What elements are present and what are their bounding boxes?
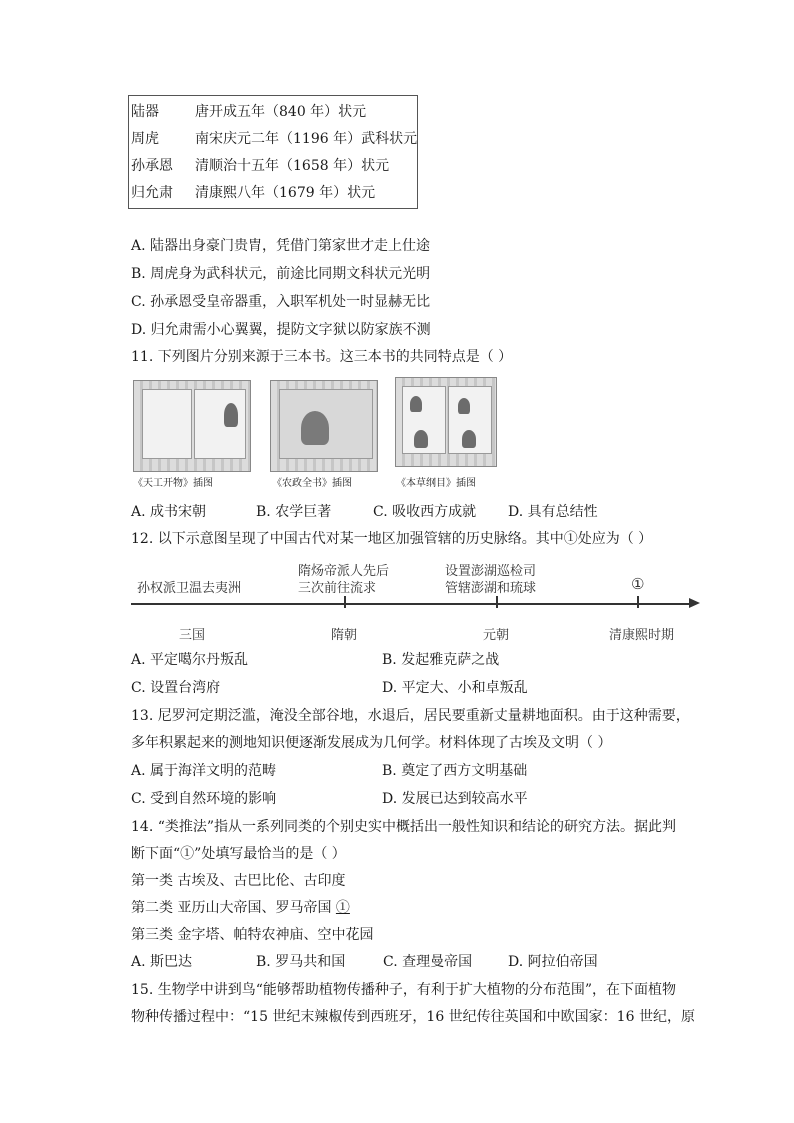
table-row: 归允肃 清康熙八年（1679 年）状元: [131, 185, 376, 201]
q11-option-d: D. 具有总结性: [508, 504, 598, 520]
book-illustration-tiangong: [133, 380, 251, 472]
q10-option-a: A. 陆器出身豪门贵胄，凭借门第家世才走上仕途: [131, 238, 431, 254]
q14-option-a: A. 斯巴达: [131, 954, 193, 970]
timeline-tick: [637, 596, 639, 608]
q11-option-c: C. 吸收西方成就: [373, 504, 477, 520]
q14-stem-line1: 14. “类推法”指从一系列同类的个别史实中概括出一般性知识和结论的研究方法。据此判: [131, 819, 677, 835]
q13-stem-line2: 多年积累起来的测地知识便逐渐发展成为几何学。材料体现了古埃及文明（ ）: [131, 735, 612, 751]
timeline-event-blank: ①: [631, 575, 645, 593]
q13-option-d: D. 发展已达到较高水平: [382, 791, 528, 807]
timeline-period-3: 元朝: [483, 628, 510, 643]
q14-option-c: C. 查理曼帝国: [383, 954, 473, 970]
timeline-event-3a: 设置澎湖巡检司: [445, 564, 537, 579]
timeline-event-2b: 三次前往流求: [298, 581, 377, 596]
q14-category-2: 第二类 亚历山大帝国、罗马帝国 ①: [131, 900, 350, 916]
q12-option-d: D. 平定大、小和卓叛乱: [382, 680, 528, 696]
official-table: [128, 95, 418, 209]
q10-option-d: D. 归允肃需小心翼翼，提防文字狱以防家族不测: [131, 322, 431, 338]
q11-option-b: B. 农学巨著: [256, 504, 332, 520]
q13-option-b: B. 奠定了西方文明基础: [382, 763, 528, 779]
q11-stem: 11. 下列图片分别来源于三本书。这三本书的共同特点是（ ）: [131, 349, 513, 365]
timeline-period-2: 隋朝: [331, 628, 358, 643]
q14-option-d: D. 阿拉伯帝国: [508, 954, 598, 970]
q15-stem-line2: 物种传播过程中：“15 世纪末辣椒传到西班牙，16 世纪传往英国和中欧国家：16 世纪，原: [131, 1009, 695, 1025]
q14-stem-line2: 断下面“①”处填写最恰当的是（ ）: [131, 846, 346, 862]
timeline-axis: [131, 603, 691, 605]
table-row: 陆器 唐开成五年（840 年）状元: [131, 104, 367, 120]
book-illustration-nongzheng: [270, 380, 378, 472]
q12-option-a: A. 平定噶尔丹叛乱: [131, 652, 249, 668]
table-row: 孙承恩 清顺治十五年（1658 年）状元: [131, 158, 390, 174]
q15-stem-line1: 15. 生物学中讲到鸟“能够帮助植物传播种子，有利于扩大植物的分布范围”，在下面植物: [131, 982, 677, 998]
q13-stem-line1: 13. 尼罗河定期泛滥，淹没全部谷地，水退后，居民要重新丈量耕地面积。由于这种需要，: [131, 708, 690, 724]
q13-option-a: A. 属于海洋文明的范畴: [131, 763, 277, 779]
timeline-event-1: 孙权派卫温去夷洲: [137, 581, 242, 596]
timeline-period-1: 三国: [179, 628, 206, 643]
book-illustration-bencao: [395, 377, 497, 467]
caption-bencao: 《本草纲目》插图: [396, 478, 476, 489]
timeline-arrow: [689, 598, 700, 608]
q14-blank-mark: ①: [335, 900, 350, 916]
timeline-period-4: 清康熙时期: [609, 628, 675, 643]
q14-category-3: 第三类 金字塔、帕特农神庙、空中花园: [131, 927, 374, 943]
q11-option-a: A. 成书宋朝: [131, 504, 207, 520]
q14-category-1: 第一类 古埃及、古巴比伦、古印度: [131, 873, 346, 889]
timeline-event-2a: 隋炀帝派人先后: [298, 564, 390, 579]
q10-option-b: B. 周虎身为武科状元，前途比同期文科状元光明: [131, 266, 431, 282]
table-row: 周虎 南宋庆元二年（1196 年）武科状元: [131, 131, 418, 147]
q12-option-b: B. 发起雅克萨之战: [382, 652, 500, 668]
q14-option-b: B. 罗马共和国: [256, 954, 346, 970]
q13-option-c: C. 受到自然环境的影响: [131, 791, 277, 807]
timeline-tick: [496, 596, 498, 608]
caption-nongzheng: 《农政全书》插图: [272, 478, 352, 489]
caption-tiangong: 《天工开物》插图: [133, 478, 213, 489]
q10-option-c: C. 孙承恩受皇帝器重，入职军机处一时显赫无比: [131, 294, 431, 310]
q12-option-c: C. 设置台湾府: [131, 680, 221, 696]
q12-stem: 12. 以下示意图呈现了中国古代对某一地区加强管辖的历史脉络。其中①处应为（ ）: [131, 531, 653, 547]
timeline-tick: [344, 596, 346, 608]
timeline-event-3b: 管辖澎湖和琉球: [445, 581, 537, 596]
